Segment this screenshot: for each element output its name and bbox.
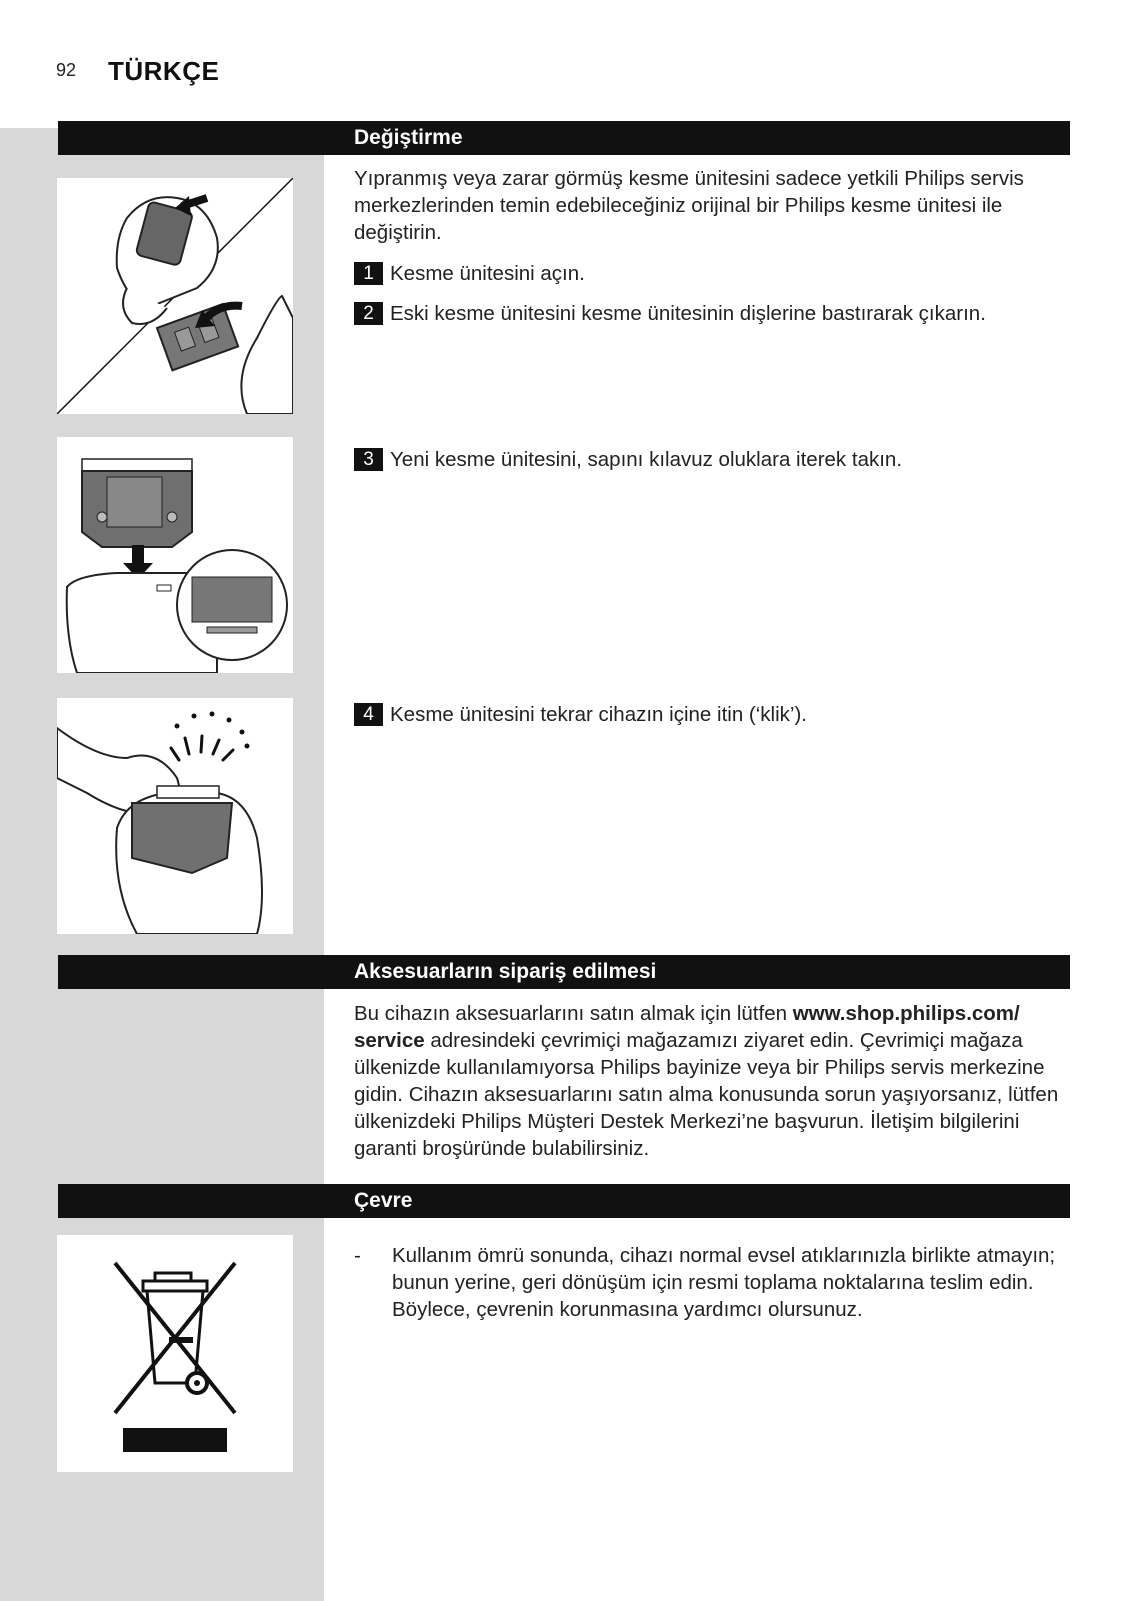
figure-push-click bbox=[57, 698, 293, 934]
accessories-paragraph bbox=[354, 1000, 1070, 1162]
figure-weee-symbol bbox=[57, 1235, 293, 1472]
replace-intro: Yıpranmış veya zarar görmüş kesme ünitesini sadece yetkili Philips servis merkezlerinden temin edebileceğiniz orijinal bir Philips kesme ünitesi ile değiştirin. bbox=[354, 167, 1024, 244]
figure-insert-cutting-unit bbox=[57, 437, 293, 673]
step-1 bbox=[354, 260, 1070, 287]
figure-remove-cutting-unit bbox=[57, 178, 293, 414]
shop-link-part2[interactable]: service bbox=[354, 1029, 425, 1052]
section-header-environment bbox=[58, 1184, 1070, 1218]
shop-link-part1[interactable]: www.shop.philips.com/ bbox=[792, 1002, 1020, 1025]
section-title: Değiştirme bbox=[354, 126, 463, 149]
bullet-text: Kullanım ömrü sonunda, cihazı normal evsel atıklarınızla birlikte atmayın; bunun yerine, geri dönüşüm için resmi toplama noktalarına teslim edin. Böylece, çevrenin korunmasına yardımcı olursunuz. bbox=[392, 1244, 1056, 1321]
accessories-text-before: Bu cihazın aksesuarlarını satın almak için lütfen bbox=[354, 1002, 793, 1025]
push-click-illustration bbox=[57, 698, 293, 934]
step-number: 1 bbox=[354, 262, 383, 285]
step-text: Kesme ünitesini açın. bbox=[390, 262, 585, 285]
step-text: Kesme ünitesini tekrar cihazın içine itin (‘klik’). bbox=[390, 703, 807, 726]
section-title: Çevre bbox=[354, 1189, 413, 1212]
step-4 bbox=[354, 701, 1070, 728]
bullet-dash: - bbox=[354, 1244, 361, 1267]
section-header-replace bbox=[58, 121, 1070, 155]
insert-cutting-unit-illustration bbox=[57, 437, 293, 673]
section-header-accessories bbox=[58, 955, 1070, 989]
section-title: Aksesuarların sipariş edilmesi bbox=[354, 960, 657, 983]
step-text: Yeni kesme ünitesini, sapını kılavuz oluklara iterek takın. bbox=[390, 448, 903, 471]
accessories-text-after: adresindeki çevrimiçi mağazamızı ziyaret edin. Çevrimiçi mağaza ülkenizde kullanılamıyorsa Philips bayinize veya bir Philips servis merkezine gidin. Cihazın aksesuarlarını satın alma konusunda sorun yaşıyorsanız, lütfen ülkenizdeki Philips Müşteri Destek Merkezi’ne başvurun. İletişim bilgilerini garanti broşüründe bulabilirsiniz. bbox=[354, 1029, 1059, 1160]
step-number: 3 bbox=[354, 448, 383, 471]
step-number: 2 bbox=[354, 302, 383, 325]
page-number: 92 bbox=[56, 60, 77, 80]
crossed-bin-icon bbox=[57, 1235, 293, 1472]
remove-cutting-unit-illustration bbox=[57, 178, 293, 414]
step-number: 4 bbox=[354, 703, 383, 726]
step-text: Eski kesme ünitesini kesme ünitesinin dişlerine bastırarak çıkarın. bbox=[390, 302, 986, 325]
step-3 bbox=[354, 446, 1070, 473]
page-language-title: TÜRKÇE bbox=[108, 56, 220, 86]
step-2 bbox=[354, 300, 1070, 327]
